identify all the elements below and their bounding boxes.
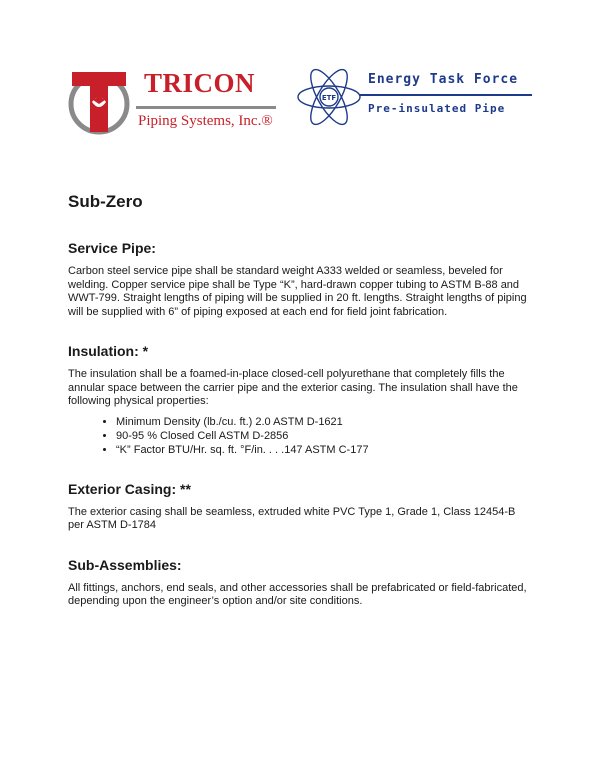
atom-icon xyxy=(296,66,362,128)
section-heading: Sub-Assemblies: xyxy=(68,556,182,573)
header xyxy=(64,60,544,140)
section-sub-assemblies xyxy=(68,557,528,609)
section-body: Carbon steel service pipe shall be standard weight A333 welded or seamless, beveled for welding. Copper service pipe shall be Type “K”, hard-drawn copper tubing to ASTM B-88 and WWT-799. Straight lengths of piping will be supplied in 20 ft. lengths. Straight lengths of piping will be supplied with 6” of piping exposed at each end for field joint fabrication. xyxy=(68,265,527,318)
document-title: Sub-Zero xyxy=(68,192,143,211)
property-list xyxy=(68,415,528,457)
section-insulation xyxy=(68,343,528,457)
etf-subtitle: Pre-insulated Pipe xyxy=(368,102,506,115)
etf-title: Energy Task Force xyxy=(368,72,519,87)
section-body: All fittings, anchors, end seals, and other accessories shall be prefabricated or field-fabricated, depending upon the engineer’s option and/or site conditions. xyxy=(68,581,527,607)
section-heading: Insulation: * xyxy=(68,343,149,359)
list-item: • 90-95 % Closed Cell ASTM D-2856 xyxy=(116,429,528,443)
tricon-subtitle: Piping Systems, Inc.® xyxy=(138,113,273,129)
list-item: • Minimum Density (lb./cu. ft.) 2.0 ASTM D-1621 xyxy=(116,415,528,429)
tricon-emblem-icon xyxy=(64,66,134,136)
energy-task-force-logo xyxy=(296,60,546,140)
tricon-logo xyxy=(64,66,284,136)
section-body: The insulation shall be a foamed-in-place closed-cell polyurethane that completely fills the annular space between the carrier pipe and the exterior casing. The insulation shall have the following physical properties: xyxy=(68,368,518,407)
section-body: The exterior casing shall be seamless, extruded white PVC Type 1, Grade 1, Class 12454-B per ASTM D-1784 xyxy=(68,505,516,531)
tricon-name: TRICON xyxy=(144,68,256,98)
section-service-pipe xyxy=(68,240,528,319)
atom-label: ETF xyxy=(321,94,337,102)
section-heading: Exterior Casing: ** xyxy=(68,480,191,497)
section-heading: Service Pipe: xyxy=(68,240,156,256)
tricon-underline xyxy=(136,106,276,109)
document-body xyxy=(68,192,528,633)
etf-rule xyxy=(360,94,532,96)
section-exterior-casing xyxy=(68,481,528,533)
list-item: • “K” Factor BTU/Hr. sq. ft. °F/in. . . .147 ASTM C-177 xyxy=(116,443,528,457)
